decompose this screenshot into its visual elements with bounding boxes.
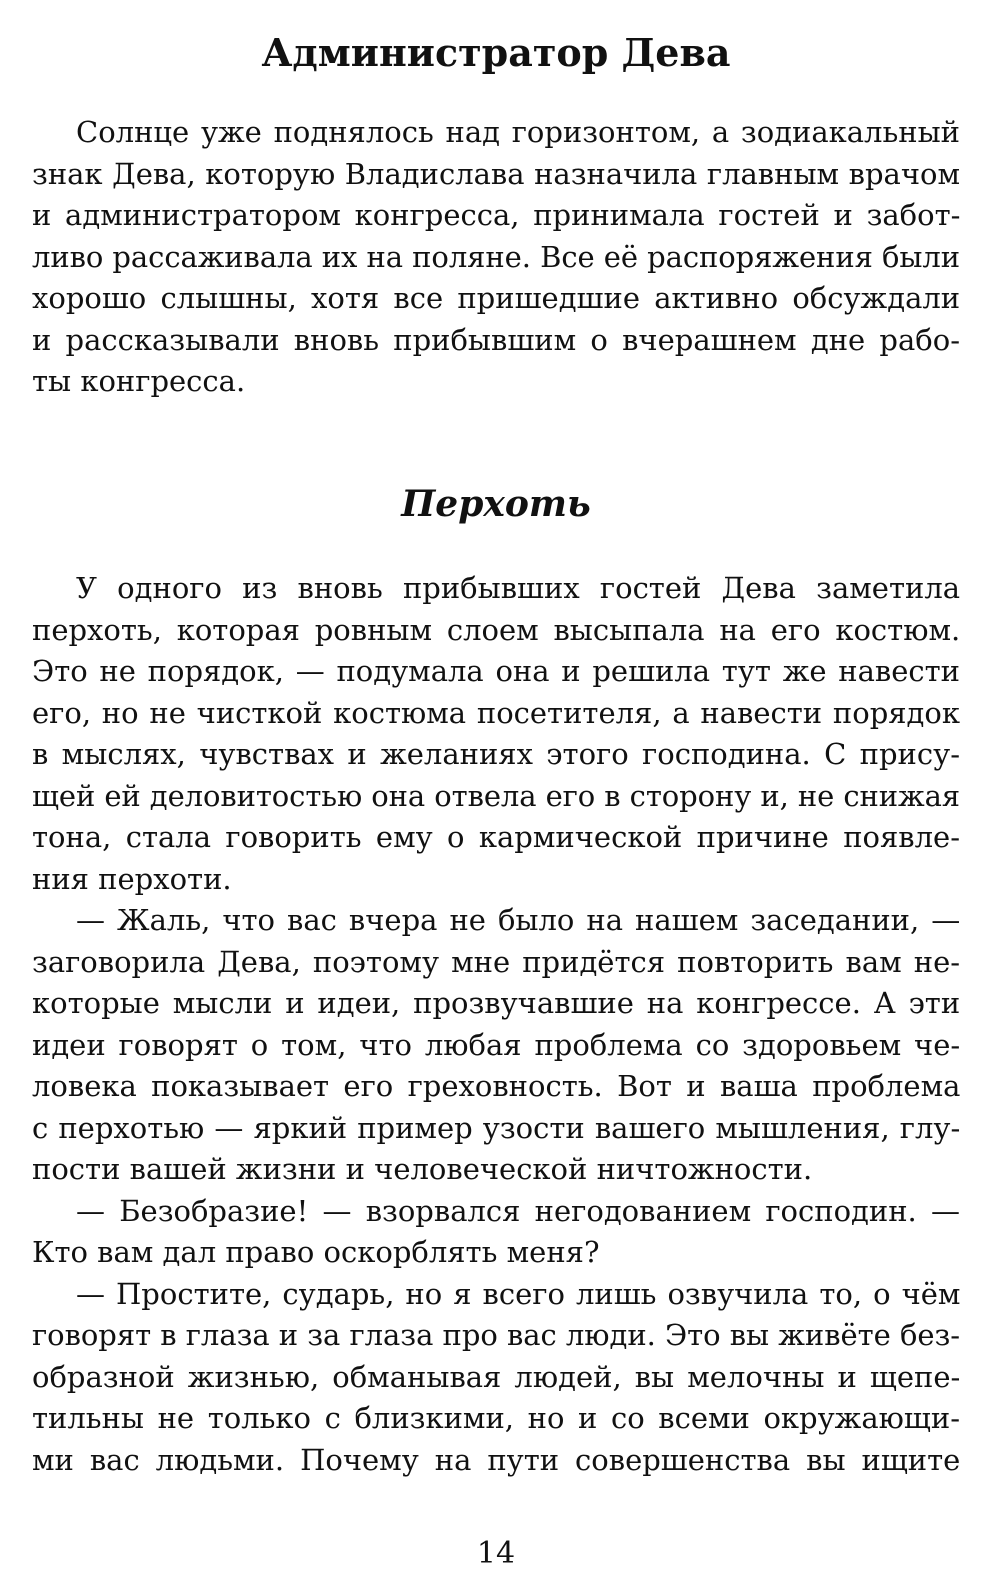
text-line: щей ей деловитостью она отвела его в сторону и, не снижая [32, 778, 960, 813]
text-line: ты конгресса. [32, 364, 246, 398]
intro-paragraph [32, 112, 960, 403]
text-line: пости вашей жизни и человеческой ничтожности. [32, 1152, 813, 1186]
text-line: — Простите, сударь, но я всего лишь озвучила то, о чём [76, 1276, 961, 1311]
text-line: ния перхоти. [32, 861, 232, 896]
text-line: ливо рассаживала их на поляне. Все её распоряжения были [32, 239, 960, 274]
text-line: заговорила Дева, поэтому мне придётся повторить вам не- [32, 944, 961, 979]
text-line: — Жаль, что вас вчера не было на нашем заседании, — [76, 903, 961, 937]
text-line: и администратором конгресса, принимала гостей и забот- [32, 198, 961, 232]
text-line: перхоть, которая ровным слоем высыпала на его костюм. [32, 612, 961, 647]
text-line: тильны не только с близкими, но и со всеми окружающи- [32, 1401, 960, 1435]
text-line: его, но не чисткой костюма посетителя, а навести порядок [32, 695, 960, 730]
book-page [32, 0, 960, 1592]
page-number: 14 [476, 1536, 516, 1571]
text-line: с перхотью — яркий пример узости вашего мышления, глу- [32, 1110, 961, 1145]
text-line: знак Дева, которую Владислава назначила главным врачом [32, 156, 961, 191]
chapter-title: Администратор Дева [261, 30, 731, 75]
section-title: Перхоть [401, 483, 591, 525]
text-line: ми вас людьми. Почему на пути совершенства вы ищите [32, 1442, 961, 1477]
text-line: ловека показывает его греховность. Вот и ваша проблема [32, 1069, 961, 1103]
text-line: Это не порядок, — подумала она и решила тут же навести [32, 654, 960, 688]
text-line: в мыслях, чувствах и желаниях этого господина. С прису- [32, 737, 960, 771]
text-line: тона, стала говорить ему о кармической причине появле- [32, 820, 960, 854]
text-line: говорят в глаза и за глаза про вас люди. Это вы живёте без- [32, 1318, 961, 1352]
text-line: Кто вам дал право оскорблять меня? [32, 1235, 600, 1269]
text-line: идеи говорят о том, что любая проблема со здоровьем че- [32, 1027, 961, 1062]
text-line: хорошо слышны, хотя все пришедшие активно обсуждали [32, 281, 961, 315]
story-text [32, 568, 960, 1481]
text-line: У одного из вновь прибывших гостей Дева заметила [76, 571, 961, 605]
text-line: образной жизнью, обманывая людей, вы мелочны и щепе- [32, 1359, 961, 1394]
text-line: которые мысли и идеи, прозвучавшие на конгрессе. А эти [32, 986, 961, 1020]
text-line: — Безобразие! — взорвался негодованием господин. — [76, 1193, 960, 1228]
text-line: Солнце уже поднялось над горизонтом, а зодиакальный [76, 115, 960, 149]
text-line: и рассказывали вновь прибывшим о вчерашнем дне рабо- [32, 322, 960, 357]
